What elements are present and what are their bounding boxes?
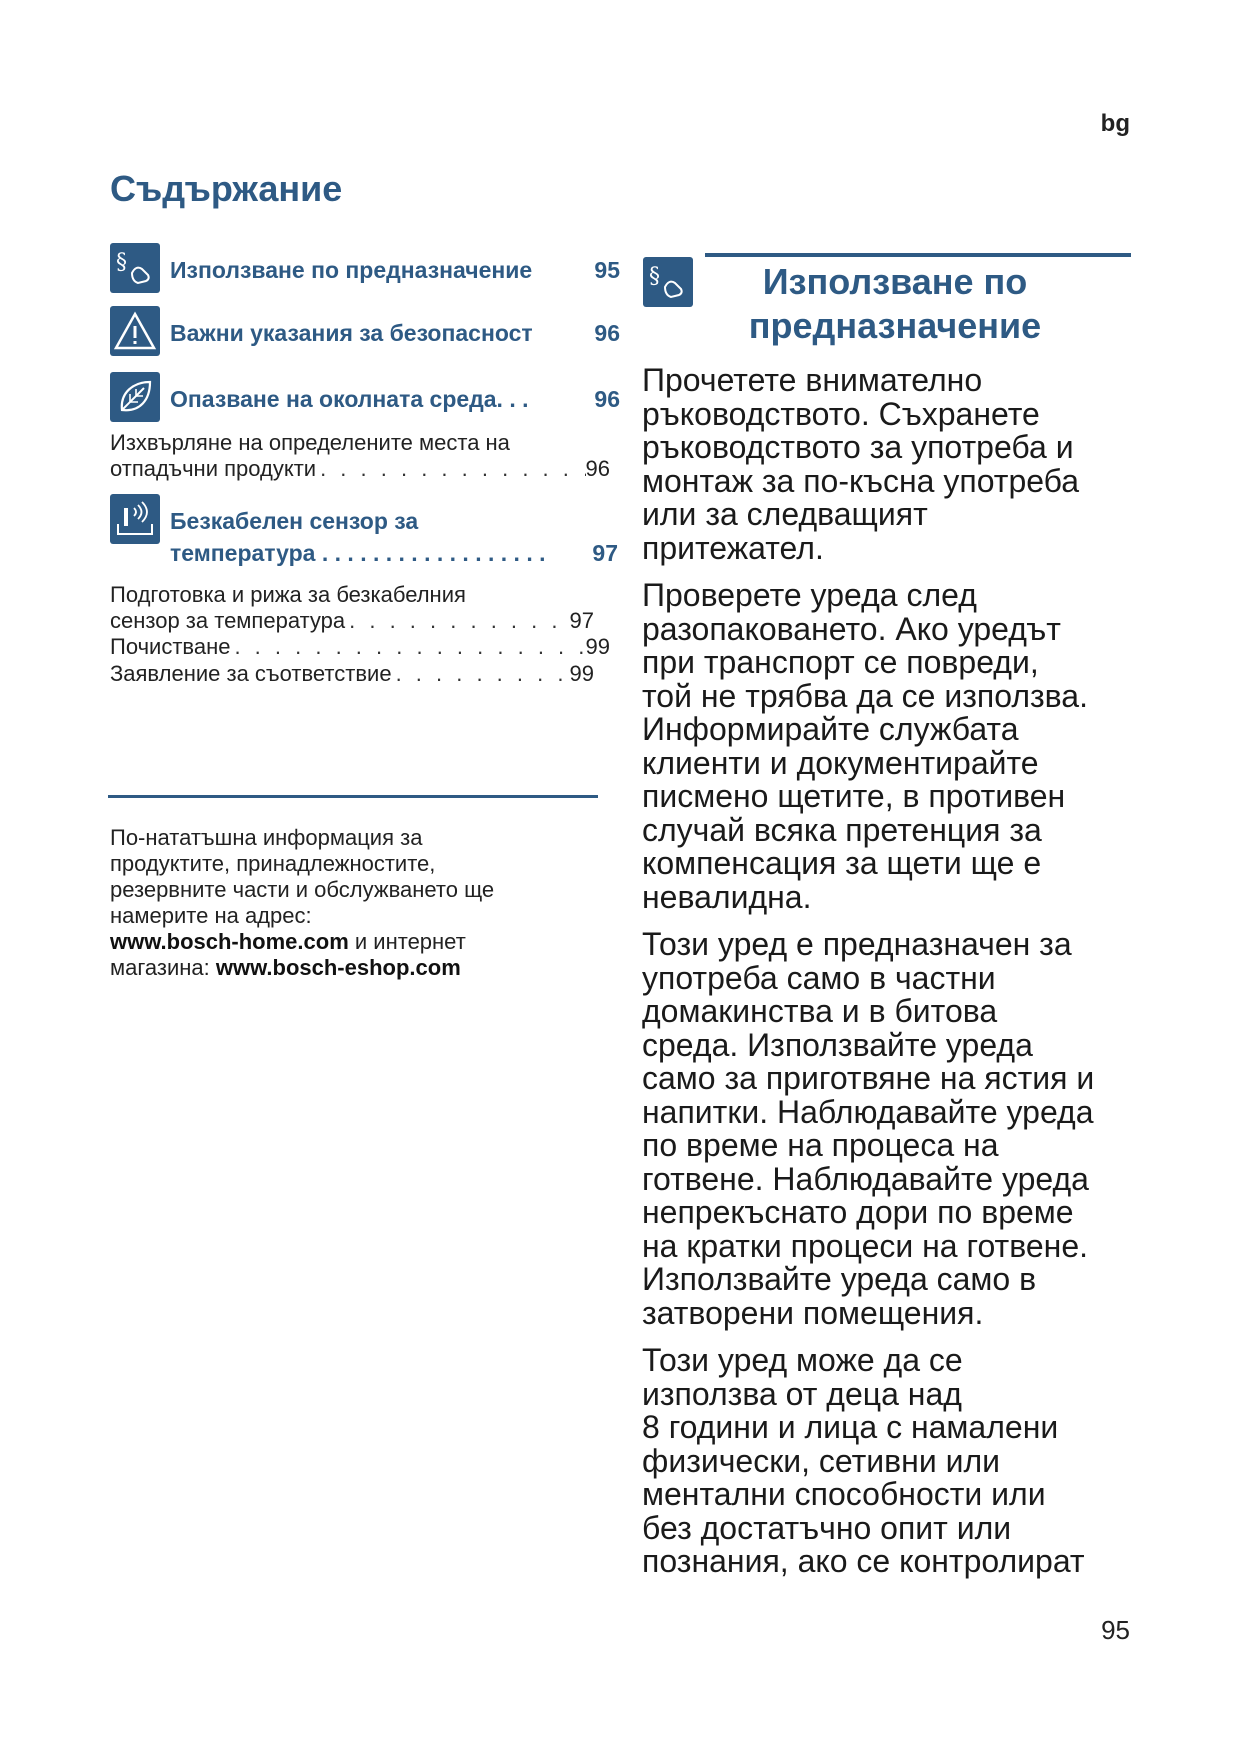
- text-line: напитки. Наблюдавайте уреда: [642, 1093, 1094, 1130]
- leaf-icon: [110, 372, 160, 422]
- text-line: готвене. Наблюдавайте уреда: [642, 1160, 1089, 1197]
- text-line: 8 години и лица с намалени: [642, 1409, 1059, 1445]
- leader-dots: [392, 661, 570, 687]
- divider: [108, 795, 598, 798]
- toc-subentry-cleaning[interactable]: [110, 634, 610, 660]
- text-line: без достатъчно опит или: [642, 1509, 1012, 1546]
- toc-subentry-preparation[interactable]: [110, 582, 610, 634]
- paragraph-1: [642, 364, 1142, 565]
- text-line: Този уред е предназначен за: [642, 926, 1072, 962]
- toc-subentry-declaration[interactable]: [110, 661, 594, 687]
- info-line: продуктите, принадлежностите,: [110, 851, 436, 876]
- toc-subentry-line1: Подготовка и рижа за безкабелния: [110, 582, 466, 607]
- info-text: магазина:: [110, 955, 216, 980]
- paragraph-hand-icon: [110, 243, 160, 293]
- paragraph-4: [642, 1344, 1142, 1579]
- language-code: bg: [1100, 110, 1130, 137]
- text-line: познания, ако се контролират: [642, 1543, 1085, 1579]
- further-info: [110, 825, 610, 981]
- toc-subentry-page: 99: [569, 661, 594, 686]
- text-line: той не трябва да се използва.: [642, 677, 1088, 714]
- toc-subentry-label: Почистване: [110, 634, 231, 659]
- text-line: ментални способности или: [642, 1476, 1046, 1512]
- text-line: физически, сетивни или: [642, 1442, 1000, 1479]
- section-title-line2: предназначение: [748, 305, 1042, 346]
- text-line: Информирайте службата: [642, 711, 1019, 747]
- text-line: ръководството за употреба и: [642, 429, 1074, 465]
- text-line: само за приготвяне на ястия и: [642, 1060, 1095, 1096]
- text-line: среда. Използвайте уреда: [642, 1026, 1033, 1063]
- text-line: Този уред може да се: [642, 1342, 963, 1378]
- toc-entry-label-line2: температура . . . . . . . . . . . . . . . . . .: [170, 540, 546, 566]
- text-line: притежател.: [642, 529, 824, 566]
- text-line: при транспорт се повреди,: [642, 644, 1039, 680]
- text-line: употреба само в частни: [642, 959, 996, 996]
- toc-subentry-line2: сензор за температура: [110, 608, 346, 633]
- toc-entry-intended-use[interactable]: [110, 243, 620, 295]
- section-body: [642, 364, 1142, 1593]
- bosch-home-link[interactable]: www.bosch-home.com: [110, 929, 349, 954]
- toc-subentry-page: 99: [585, 634, 610, 659]
- text-line: компенсация за щети ще е: [642, 845, 1042, 881]
- toc-entry-page: 96: [594, 320, 620, 346]
- toc-entry-label: Важни указания за безопасност: [170, 320, 533, 346]
- wireless-sensor-icon: [110, 494, 160, 544]
- paragraph-hand-icon: [643, 257, 693, 307]
- paragraph-3: [642, 928, 1142, 1330]
- warning-triangle-icon: [110, 306, 160, 356]
- text-line: Прочетете внимателно: [642, 362, 983, 398]
- svg-text:§: §: [649, 264, 660, 289]
- section-title: [690, 260, 1100, 348]
- toc-subentry-line1: Изхвърляне на определените места на: [110, 430, 510, 455]
- section-divider: [705, 253, 1131, 257]
- text-line: монтаж за по-късна употреба: [642, 462, 1080, 499]
- text-line: клиенти и документирайте: [642, 744, 1039, 781]
- info-line: По-нататъшна информация за: [110, 825, 423, 850]
- toc-entry-label: Опазване на околната среда. . .: [170, 386, 529, 412]
- text-line: домакинства и в битова: [642, 993, 998, 1029]
- text-line: непрекъснато дори по време: [642, 1194, 1074, 1230]
- leader-dots: [345, 608, 569, 634]
- toc-entry-safety[interactable]: [110, 306, 620, 358]
- toc-entry-environment[interactable]: [110, 372, 620, 424]
- text-line: по време на процеса на: [642, 1127, 999, 1163]
- toc-subentry-label: Заявление за съответствие: [110, 661, 392, 686]
- toc-entry-page: 96: [594, 386, 620, 412]
- toc-subentry-page: 97: [569, 608, 594, 633]
- toc-entry-page: 97: [592, 540, 618, 566]
- text-line: писмено щетите, в противен: [642, 778, 1066, 814]
- toc-entry-label-line1: Безкабелен сензор за: [170, 508, 419, 534]
- bosch-eshop-link[interactable]: www.bosch-eshop.com: [215, 955, 461, 980]
- text-line: затворени помещения.: [642, 1294, 984, 1331]
- info-text: и интернет: [348, 929, 466, 954]
- toc-entry-wireless-sensor[interactable]: [110, 494, 618, 566]
- toc-subentry-disposal[interactable]: [110, 430, 610, 482]
- paragraph-2: [642, 579, 1142, 914]
- page-number: 95: [1101, 1615, 1130, 1645]
- text-line: или за следващият: [642, 496, 928, 532]
- toc-title: Съдържание: [110, 168, 343, 209]
- toc-subentry-page: 96: [585, 456, 610, 481]
- text-line: на кратки процеси на готвене.: [642, 1227, 1088, 1264]
- text-line: използва от деца над: [642, 1375, 962, 1412]
- text-line: случай всяка претенция за: [642, 811, 1042, 848]
- text-line: Използвайте уреда само в: [642, 1261, 1037, 1297]
- text-line: Проверете уреда след: [642, 577, 977, 613]
- info-line: резервните части и обслужването ще: [110, 877, 495, 902]
- svg-text:§: §: [116, 250, 127, 275]
- leader-dots: [230, 634, 585, 660]
- info-line: намерите на адрес:: [110, 903, 312, 928]
- section-title-line1: Използване по: [762, 261, 1028, 302]
- leader-dots: [316, 456, 585, 482]
- toc-entry-page: 95: [594, 257, 620, 283]
- text-line: разопаковането. Ако уредът: [642, 610, 1061, 647]
- toc-entry-label: Използване по предназначение: [170, 257, 533, 283]
- text-line: невалидна.: [642, 878, 812, 915]
- text-line: ръководството. Съхранете: [642, 395, 1040, 432]
- toc-subentry-line2: отпадъчни продукти: [110, 456, 317, 481]
